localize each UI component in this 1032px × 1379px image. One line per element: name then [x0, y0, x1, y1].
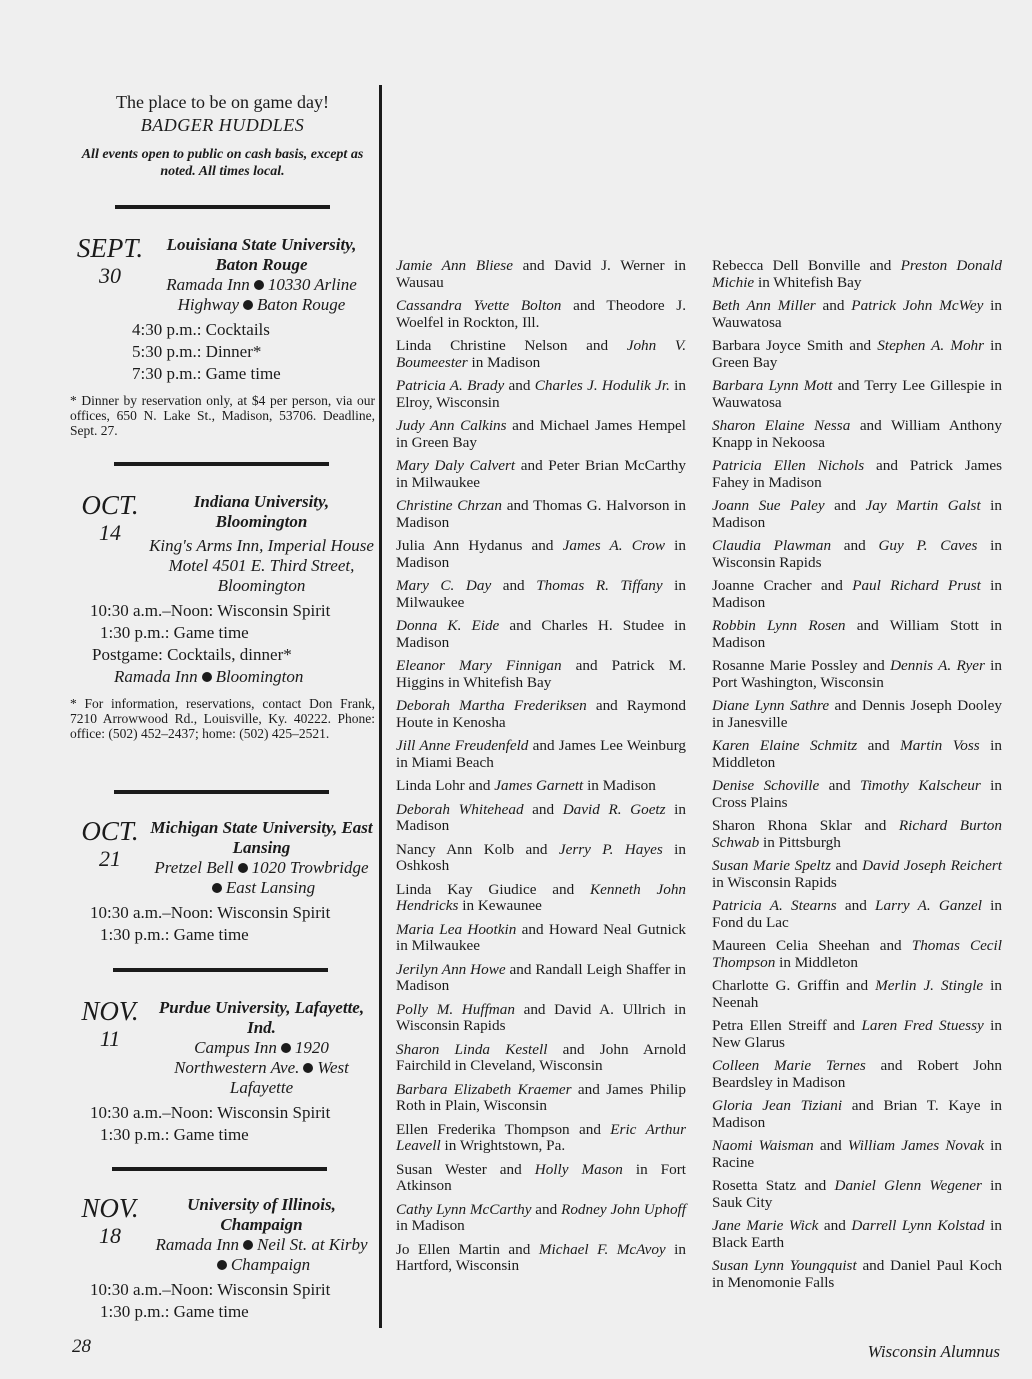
marriage-entry: Jerilyn Ann Howe and Randall Leigh Shaffer in Madison: [396, 960, 687, 994]
intro-heading: BADGER HUDDLES: [140, 115, 305, 135]
bullet-icon: [217, 1260, 227, 1270]
marriage-entry: Deborah Martha Frederiksen and Raymond Houte in Kenosha: [396, 697, 686, 731]
event-schedule: 10:30 a.m.–Noon: Wisconsin Spirit 1:30 p.m.: Game time Postgame: Cocktails, dinner* Ramada Inn Bloomington: [90, 601, 331, 686]
marriage-entry: Patricia A. Stearns and Larry A. Ganzel in Fond du Lac: [712, 897, 1002, 931]
marriage-entry: Linda Lohr and James Garnett in Madison: [396, 777, 656, 794]
page-number: 28: [72, 1336, 91, 1357]
event-nov-11: [70, 998, 375, 1146]
marriage-entry: Barbara Elizabeth Kraemer and James Philip Roth in Plain, Wisconsin: [396, 1080, 686, 1114]
event-title: University of Illinois, Champaign: [187, 1195, 336, 1234]
event-date: OCT. 21: [81, 816, 139, 871]
marriage-entry: Nancy Ann Kolb and Jerry P. Hayes in Oshkosh: [396, 840, 686, 874]
event-title: Michigan State University, East Lansing: [150, 818, 373, 857]
marriage-entry: Patricia Ellen Nichols and Patrick James Fahey in Madison: [712, 457, 1002, 491]
marriage-entry: Cassandra Yvette Bolton and Theodore J. Woelfel in Rockton, Ill.: [396, 297, 686, 331]
marriage-entry: Maureen Celia Sheehan and Thomas Cecil Thompson in Middleton: [712, 937, 1002, 971]
marriage-entry: Jo Ellen Martin and Michael F. McAvoy in Hartford, Wisconsin: [396, 1240, 686, 1274]
event-date: OCT. 14: [81, 490, 139, 545]
bullet-icon: [202, 672, 212, 682]
marriage-entry: Denise Schoville and Timothy Kalscheur in Cross Plains: [712, 777, 1002, 811]
marriages-column-2: [712, 258, 1002, 1298]
event-note: * Dinner by reservation only, at $4 per person, via our offices, 650 N. Lake St., Madison, 53706. Deadline, Sept. 27.: [70, 393, 375, 438]
marriage-entry: Rosanne Marie Possley and Dennis A. Ryer in Port Washington, Wisconsin: [712, 657, 1002, 691]
intro: [70, 92, 375, 180]
column-divider: [379, 85, 382, 1328]
marriage-entry: Sharon Elaine Nessa and William Anthony Knapp in Nekoosa: [712, 417, 1002, 451]
marriage-entry: Barbara Lynn Mott and Terry Lee Gillespie in Wauwatosa: [712, 377, 1002, 411]
marriage-entry: Polly M. Huffman and David A. Ullrich in Wisconsin Rapids: [396, 1000, 686, 1034]
bullet-icon: [254, 280, 264, 290]
bullet-icon: [243, 1240, 253, 1250]
event-note: * For information, reservations, contact Don Frank, 7210 Arrowwood Rd., Louisville, Ky. 40222. Phone: office: (502) 452–2437; home: (502) 425–2521.: [70, 696, 375, 741]
marriage-entry: Charlotte G. Griffin and Merlin J. Stingle in Neenah: [712, 977, 1002, 1011]
bullet-icon: [238, 863, 248, 873]
marriage-entry: Donna K. Eide and Charles H. Studee in Madison: [396, 617, 686, 651]
marriage-entry: Rosetta Statz and Daniel Glenn Wegener in Sauk City: [712, 1177, 1002, 1211]
divider: [113, 968, 328, 972]
divider: [115, 205, 330, 209]
marriage-entry: Judy Ann Calkins and Michael James Hempel in Green Bay: [396, 417, 686, 451]
event-nov-18: [70, 1195, 375, 1323]
marriage-entry: Mary Daly Calvert and Peter Brian McCarthy in Milwaukee: [396, 457, 686, 491]
marriage-entry: Colleen Marie Ternes and Robert John Beardsley in Madison: [712, 1057, 1002, 1091]
event-title: Indiana University, Bloomington: [193, 492, 330, 531]
marriage-entry: Julia Ann Hydanus and James A. Crow in Madison: [396, 537, 686, 571]
marriage-entry: Robbin Lynn Rosen and William Stott in Madison: [712, 617, 1002, 651]
marriage-entry: Susan Marie Speltz and David Joseph Reichert in Wisconsin Rapids: [712, 857, 1003, 891]
marriage-entry: Ellen Frederika Thompson and Eric Arthur Leavell in Wrightstown, Pa.: [396, 1120, 686, 1154]
marriage-entry: Claudia Plawman and Guy P. Caves in Wisconsin Rapids: [712, 537, 1002, 571]
marriage-entry: Linda Kay Giudice and Kenneth John Hendricks in Kewaunee: [396, 880, 687, 914]
marriage-entry: Jamie Ann Bliese and David J. Werner in Wausau: [396, 257, 687, 291]
event-venue: Pretzel Bell 1020 TrowbridgeEast Lansing: [154, 858, 369, 897]
marriage-entry: Rebecca Dell Bonville and Preston Donald Michie in Whitefish Bay: [712, 257, 1002, 291]
marriage-entry: Barbara Joyce Smith and Stephen A. Mohr in Green Bay: [712, 337, 1002, 371]
marriage-entry: Jill Anne Freudenfeld and James Lee Weinburg in Miami Beach: [396, 737, 686, 771]
marriage-entry: Susan Lynn Youngquist and Daniel Paul Koch in Menomonie Falls: [712, 1257, 1003, 1291]
event-title: Purdue University, Lafayette, Ind.: [158, 998, 365, 1037]
bullet-icon: [303, 1063, 313, 1073]
marriage-entry: Mary C. Day and Thomas R. Tiffany in Milwaukee: [396, 577, 686, 611]
marriage-entry: Linda Christine Nelson and John V. Boumeester in Madison: [396, 337, 686, 371]
divider: [114, 790, 329, 794]
intro-note: All events open to public on cash basis, except as noted. All times local.: [81, 147, 364, 179]
badger-huddles-column: [70, 92, 375, 180]
divider: [114, 462, 329, 466]
marriage-entry: Joanne Cracher and Paul Richard Prust in Madison: [712, 577, 1002, 611]
event-schedule: 10:30 a.m.–Noon: Wisconsin Spirit 1:30 p.m.: Game time: [90, 1103, 331, 1144]
marriage-entry: Diane Lynn Sathre and Dennis Joseph Dooley in Janesville: [712, 697, 1002, 731]
marriage-entry: Maria Lea Hootkin and Howard Neal Gutnick in Milwaukee: [396, 920, 687, 954]
event-sept-30: [70, 235, 375, 438]
marriage-entry: Joann Sue Paley and Jay Martin Galst in Madison: [712, 497, 1002, 531]
marriages-column-1: [396, 258, 686, 1282]
bullet-icon: [281, 1043, 291, 1053]
marriage-entry: Deborah Whitehead and David R. Goetz in Madison: [396, 800, 686, 834]
event-schedule: 10:30 a.m.–Noon: Wisconsin Spirit 1:30 p.m.: Game time: [90, 903, 331, 944]
marriage-entry: Beth Ann Miller and Patrick John McWey in Wauwatosa: [712, 297, 1002, 331]
event-date: SEPT. 30: [76, 233, 144, 288]
bullet-icon: [212, 883, 222, 893]
marriage-entry: Naomi Waisman and William James Novak in Racine: [712, 1137, 1002, 1171]
event-title: Louisiana State University, Baton Rouge: [166, 235, 357, 274]
marriage-entry: Patricia A. Brady and Charles J. Hodulik Jr. in Elroy, Wisconsin: [396, 377, 686, 411]
marriage-entry: Cathy Lynn McCarthy and Rodney John Uphoff in Madison: [396, 1200, 686, 1234]
marriage-entry: Petra Ellen Streiff and Laren Fred Stuessy in New Glarus: [712, 1017, 1002, 1051]
event-venue: Campus Inn 1920 Northwestern Ave. West Lafayette: [174, 1038, 349, 1097]
event-schedule: 10:30 a.m.–Noon: Wisconsin Spirit 1:30 p.m.: Game time: [90, 1280, 331, 1321]
marriage-entry: Sharon Rhona Sklar and Richard Burton Schwab in Pittsburgh: [712, 817, 1002, 851]
intro-tagline: The place to be on game day!: [116, 92, 329, 112]
marriage-entry: Susan Wester and Holly Mason in Fort Atkinson: [396, 1160, 686, 1194]
event-venue: Ramada Inn 10330 Arline Highway Baton Rouge: [166, 275, 357, 314]
magazine-title: Wisconsin Alumnus: [867, 1342, 1000, 1361]
event-oct-14: [70, 492, 375, 741]
bullet-icon: [243, 300, 253, 310]
marriage-entry: Eleanor Mary Finnigan and Patrick M. Higgins in Whitefish Bay: [396, 657, 686, 691]
event-venue: Ramada Inn Neil St. at KirbyChampaign: [155, 1235, 368, 1274]
divider: [112, 1167, 327, 1171]
event-date: NOV. 18: [81, 1193, 139, 1248]
marriage-entry: Karen Elaine Schmitz and Martin Voss in Middleton: [712, 737, 1002, 771]
event-oct-21: [70, 818, 375, 946]
marriage-entry: Jane Marie Wick and Darrell Lynn Kolstad in Black Earth: [712, 1217, 1002, 1251]
event-venue: King's Arms Inn, Imperial House Motel 4501 E. Third Street, Bloomington: [149, 536, 374, 595]
event-date: NOV. 11: [81, 996, 139, 1051]
event-schedule: 4:30 p.m.: Cocktails 5:30 p.m.: Dinner* 7:30 p.m.: Game time: [132, 320, 281, 383]
marriage-entry: Christine Chrzan and Thomas G. Halvorson in Madison: [396, 497, 686, 531]
marriage-entry: Gloria Jean Tiziani and Brian T. Kaye in Madison: [712, 1097, 1002, 1131]
marriage-entry: Sharon Linda Kestell and John Arnold Fairchild in Cleveland, Wisconsin: [396, 1040, 686, 1074]
